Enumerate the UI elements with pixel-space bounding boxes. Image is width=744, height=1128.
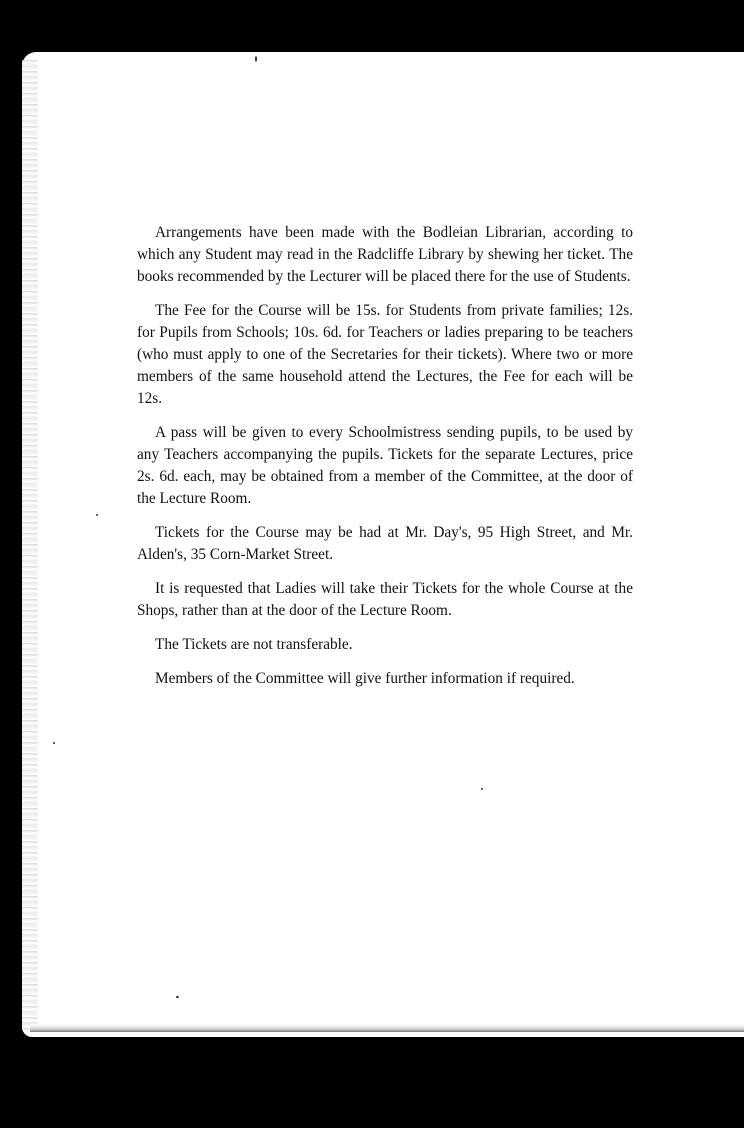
paragraph-further-information: Members of the Committee will give further information if required. — [155, 670, 575, 687]
page-left-edge — [22, 60, 38, 1030]
print-speck — [53, 742, 55, 744]
paragraph-schoolmistress-pass: A pass will be given to every Schoolmistress sending pupils, to be used by any Teachers accompanying the pupils. Tickets for the separate Lectures, price 2s. 6d. each, may be obtained from a member of the Committee, at the door of the Lecture Room. — [137, 424, 633, 507]
page-bottom-edge — [30, 1024, 744, 1032]
paragraph-ticket-sales: Tickets for the Course may be had at Mr. Day's, 95 High Street, and Mr. Alden's, 35 Corn-Market Street. — [137, 524, 633, 563]
print-speck — [176, 996, 179, 998]
notice-text-body — [137, 222, 633, 702]
paragraph-ticket-request: It is requested that Ladies will take their Tickets for the whole Course at the Shops, rather than at the door of the Lecture Room. — [137, 580, 633, 619]
paragraph-not-transferable: The Tickets are not transferable. — [155, 636, 353, 653]
print-speck — [96, 514, 98, 516]
print-speck — [255, 56, 257, 62]
print-speck — [481, 788, 483, 790]
paragraph-course-fee: The Fee for the Course will be 15s. for Students from private families; 12s. for Pupils from Schools; 10s. 6d. for Teachers or ladies preparing to be teachers (who must apply to one of the Secretaries for their tickets). Where two or more members of the same household attend the Lectures, the Fee for each will be 12s. — [137, 302, 633, 407]
paragraph-bodleian-arrangements: Arrangements have been made with the Bodleian Librarian, according to which any Student may read in the Radcliffe Library by shewing her ticket. The books recommended by the Lecturer will be placed there for the use of Students. — [137, 224, 633, 285]
